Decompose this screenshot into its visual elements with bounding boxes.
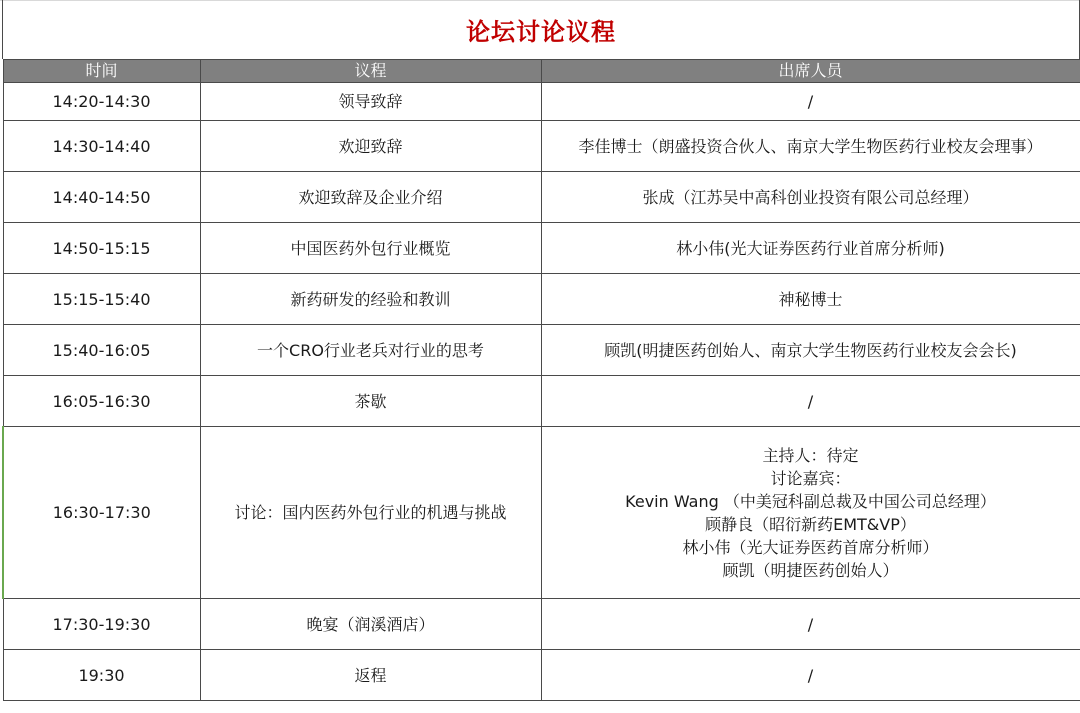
attendees-cell[interactable]: / bbox=[541, 83, 1080, 121]
page-title: 论坛讨论议程 bbox=[466, 18, 616, 46]
time-cell[interactable]: 15:40-16:05 bbox=[3, 325, 200, 376]
attendees-cell[interactable]: 顾凯(明捷医药创始人、南京大学生物医药行业校友会会长) bbox=[541, 325, 1080, 376]
table-row bbox=[3, 427, 1080, 599]
header-attendees: 出席人员 bbox=[541, 60, 1080, 83]
time-cell[interactable]: 14:20-14:30 bbox=[3, 83, 200, 121]
table-row bbox=[3, 599, 1080, 650]
title-row bbox=[2, 0, 1080, 59]
attendees-cell[interactable]: 林小伟(光大证券医药行业首席分析师) bbox=[541, 223, 1080, 274]
attendee-line: 顾静良（昭衍新药EMT&VP） bbox=[705, 514, 916, 534]
attendees-cell[interactable] bbox=[541, 427, 1080, 599]
attendees-cell[interactable]: / bbox=[541, 599, 1080, 650]
agenda-cell[interactable]: 中国医药外包行业概览 bbox=[200, 223, 541, 274]
time-cell[interactable]: 14:50-15:15 bbox=[3, 223, 200, 274]
table-row bbox=[3, 376, 1080, 427]
agenda-cell[interactable]: 返程 bbox=[200, 650, 541, 701]
time-cell[interactable]: 15:15-15:40 bbox=[3, 274, 200, 325]
attendee-line: 顾凯（明捷医药创始人） bbox=[722, 560, 899, 580]
table-row bbox=[3, 223, 1080, 274]
agenda-cell[interactable]: 欢迎致辞及企业介绍 bbox=[200, 172, 541, 223]
agenda-cell[interactable]: 一个CRO行业老兵对行业的思考 bbox=[200, 325, 541, 376]
agenda-cell[interactable]: 新药研发的经验和教训 bbox=[200, 274, 541, 325]
time-cell[interactable]: 14:30-14:40 bbox=[3, 121, 200, 172]
attendee-line: Kevin Wang （中美冠科副总裁及中国公司总经理） bbox=[625, 491, 996, 511]
agenda-cell[interactable]: 晚宴（润溪酒店） bbox=[200, 599, 541, 650]
time-cell[interactable]: 19:30 bbox=[3, 650, 200, 701]
agenda-cell[interactable]: 欢迎致辞 bbox=[200, 121, 541, 172]
attendee-line: 林小伟（光大证券医药首席分析师） bbox=[682, 537, 939, 557]
table-row bbox=[3, 83, 1080, 121]
table-row bbox=[3, 274, 1080, 325]
agenda-cell[interactable]: 茶歇 bbox=[200, 376, 541, 427]
time-cell[interactable]: 14:40-14:50 bbox=[3, 172, 200, 223]
header-row bbox=[3, 60, 1080, 83]
attendee-line: 主持人：待定 bbox=[762, 445, 859, 465]
attendees-cell[interactable]: / bbox=[541, 376, 1080, 427]
attendees-cell[interactable]: 神秘博士 bbox=[541, 274, 1080, 325]
agenda-table bbox=[2, 59, 1080, 701]
attendees-cell[interactable]: 张成（江苏吴中高科创业投资有限公司总经理） bbox=[541, 172, 1080, 223]
attendees-cell[interactable]: 李佳博士（朗盛投资合伙人、南京大学生物医药行业校友会理事） bbox=[541, 121, 1080, 172]
attendees-cell[interactable]: / bbox=[541, 650, 1080, 701]
time-cell[interactable]: 17:30-19:30 bbox=[3, 599, 200, 650]
table-row bbox=[3, 325, 1080, 376]
time-cell[interactable]: 16:05-16:30 bbox=[3, 376, 200, 427]
time-cell[interactable]: 16:30-17:30 bbox=[3, 427, 200, 599]
agenda-cell[interactable]: 领导致辞 bbox=[200, 83, 541, 121]
header-agenda: 议程 bbox=[200, 60, 541, 83]
agenda-cell[interactable]: 讨论：国内医药外包行业的机遇与挑战 bbox=[200, 427, 541, 599]
table-row bbox=[3, 121, 1080, 172]
header-time: 时间 bbox=[3, 60, 200, 83]
table-row bbox=[3, 172, 1080, 223]
table-row bbox=[3, 650, 1080, 701]
attendee-line: 讨论嘉宾： bbox=[770, 468, 851, 488]
